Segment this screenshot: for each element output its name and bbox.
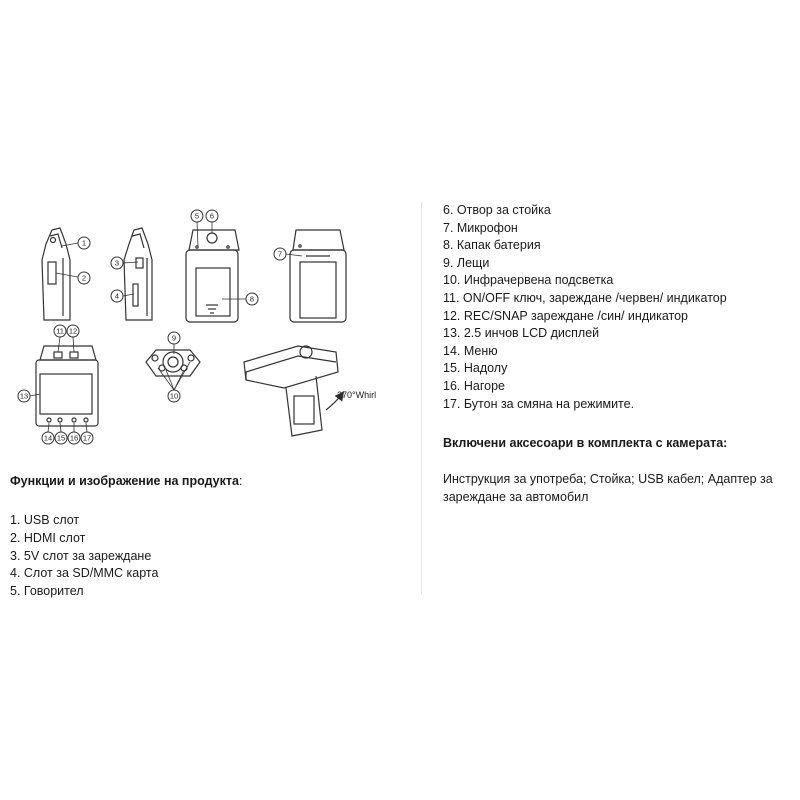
callout-label-5: 5: [194, 211, 200, 221]
list-item: 1. USB слот: [10, 513, 80, 527]
callout-label-14: 14: [43, 433, 53, 443]
accessories-text: Инструкция за употреба; Стойка; USB кабел; Адаптер за зареждане за автомобил: [443, 472, 773, 505]
features-list-part-2: [443, 202, 788, 413]
features-list-part-1: [10, 512, 410, 601]
callout-label-13: 13: [19, 391, 29, 401]
callout-label-11: 11: [56, 326, 64, 336]
callout-label-3: 3: [114, 258, 120, 268]
callout-label-9: 9: [171, 333, 177, 343]
callout-label-2: 2: [81, 273, 87, 283]
callout-label-10: 10: [169, 391, 179, 401]
callout-label-15: 15: [56, 433, 66, 443]
camera-back-view: [290, 230, 346, 322]
camera-lens-view: [146, 350, 200, 376]
column-divider: [421, 202, 422, 594]
list-item: 8. Капак батерия: [443, 238, 541, 253]
product-diagram: [0, 0, 420, 450]
callout-label-16: 16: [69, 433, 79, 443]
list-item: 3. 5V слот за зареждане: [10, 548, 152, 563]
list-item: 5. Говорител: [10, 584, 84, 599]
camera-side-view-2: [124, 228, 152, 320]
list-item: 6. Отвор за стойка: [443, 203, 551, 217]
camera-open-view: [244, 346, 342, 436]
callout-label-4: 4: [114, 291, 120, 301]
list-item: 15. Надолу: [443, 361, 508, 376]
callout-label-8: 8: [249, 294, 255, 304]
list-item: 13. 2.5 инчов LCD дисплей: [443, 326, 600, 341]
list-item: 12. REC/SNAP зареждане /син/ индикатор: [443, 308, 689, 323]
list-item: 10. Инфрачервена подсветка: [443, 273, 614, 288]
list-item: 17. Бутон за смяна на режимите.: [443, 396, 635, 411]
callout-label-17: 17: [82, 433, 92, 443]
camera-front-view: [186, 230, 239, 322]
list-item: 2. HDMI слот: [10, 530, 86, 545]
accessories-heading: Включени аксесоари в комплекта с камерата:: [443, 436, 728, 451]
list-item: 9. Лещи: [443, 255, 490, 270]
callout-label-6: 6: [209, 211, 215, 221]
camera-screen-view: [36, 346, 98, 426]
list-item: 14. Меню: [443, 343, 498, 358]
list-item: 16. Нагоре: [443, 378, 505, 393]
list-item: 4. Слот за SD/MMC карта: [10, 566, 159, 581]
callout-label-1: 1: [81, 238, 87, 248]
list-item: 7. Микрофон: [443, 220, 518, 235]
features-heading-colon: :: [238, 474, 243, 488]
camera-side-view-1: [42, 228, 70, 320]
callout-label-7: 7: [277, 249, 283, 259]
callout-label-12: 12: [68, 326, 78, 336]
features-section: [10, 472, 410, 601]
features-continued-section: [443, 202, 788, 506]
list-item: 11. ON/OFF ключ, зареждане /червен/ индикатор: [443, 290, 727, 305]
features-heading: Функции и изображение на продукта:: [10, 474, 243, 488]
rotation-label: 270°Whirl: [337, 390, 377, 400]
